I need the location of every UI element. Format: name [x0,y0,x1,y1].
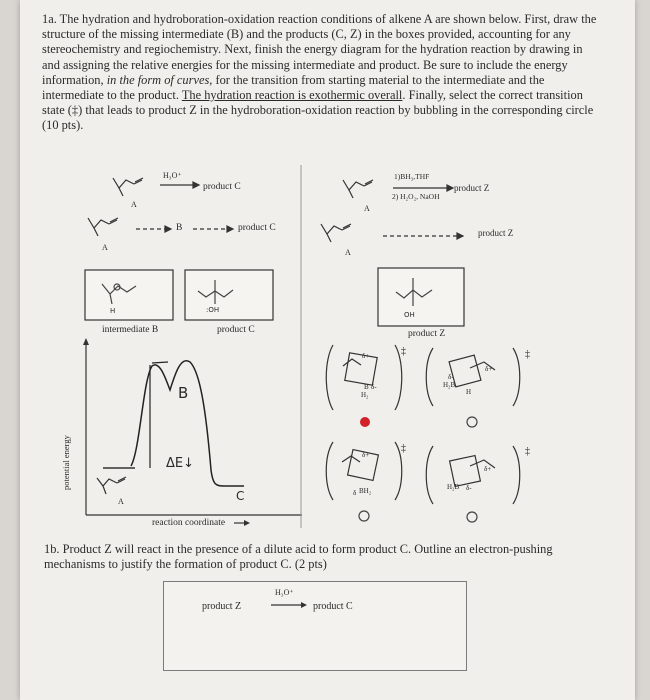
x-axis-label: reaction coordinate [152,518,226,528]
ts1-label-0: δ+ [362,352,370,360]
ts1-label-1: B [364,383,369,391]
ts2-label-2: δ- [448,373,454,381]
q1b-reagent: H₃O⁺ [275,588,294,597]
alkene-A-row-right [321,224,351,242]
ts3-answer-bubble [359,511,369,521]
ts4-double-dagger: ‡ [525,446,530,457]
ts3-label-1: δ [353,489,357,497]
question-1b-text: 1b. Product Z will react in the presence of a dilute acid to form product C. Outline an electron-pushing mechanisms to justify the formation of product C. (2 pts) [44,542,553,572]
hydroboration-reagent-1: 1)BH₃,THF [394,172,430,181]
hydroboration-reagent-2: 2) H₂O₂, NaOH [392,192,440,201]
hydroboration-label-A-top: A [364,204,370,213]
hand-box-left: H [110,307,116,315]
ts3-label-0: δ+ [362,451,370,459]
hydroboration-top-product: product Z [454,183,490,193]
hand-label-C: C [236,489,245,503]
hand-label-B: B [178,384,189,402]
product-C-caption: product C [217,325,255,335]
question-1a-text: 1a. The hydration and hydroboration-oxidation reaction conditions of alkene A are shown below. First, draw the structure of the missing intermediate (B) and the products (C, Z) in the boxes provided, accounting for any stereochemistry and regiochemistry. Next, finish the energy diagram for the hydration reaction by drawing in and assigning the relative energies for the missing intermediate and product. Be sure to include the energy information, in the form of curves, for the transition from starting material to the intermediate and the intermediate to the product. The hydration reaction is exothermic overall. Finally, select the correct transition state (‡) that leads to product Z in the hydroboration-oxidation reaction by bubbling in the corresponding circle (10 pts). [42,12,597,133]
ts1-label-3: H₂ [361,391,369,399]
energy-label-A: A [118,497,124,506]
hydration-product-C: product C [238,223,276,233]
hydration-reagent: H₃O⁺ [163,171,182,180]
ts3-label-2: BH₂ [359,487,372,495]
question-1b-answer-box[interactable] [163,581,467,671]
alkene-A-row [88,218,118,236]
ts1-answer-bubble-filled [360,417,370,427]
hydroboration-product-Z: product Z [478,228,514,238]
ts2-double-dagger: ‡ [525,349,530,360]
hand-box-Z: OH [404,311,415,319]
intermediate-B-caption: intermediate B [102,325,159,335]
ts2-structure [426,348,520,406]
hydration-top-product: product C [203,182,241,192]
intermediate-B-box [85,270,173,320]
q1b-product-C: product C [313,601,353,612]
ts2-answer-bubble [467,417,477,427]
ts4-answer-bubble [467,512,477,522]
ts3-double-dagger: ‡ [401,443,406,454]
hydration-label-A: A [102,243,108,252]
ts4-label-2: δ- [466,484,472,492]
product-Z-box [378,268,464,326]
alkene-A-top-right [343,180,373,198]
ts2-label-3: H [466,388,472,396]
ts4-label-1: H₂B [447,483,460,491]
q1b-reaction-arrow [271,600,307,610]
label-B: B [176,223,183,233]
ts1-double-dagger: ‡ [401,346,406,357]
reactant-product-Z: product Z [202,601,242,612]
hand-label-dE: ΔE↓ [166,456,194,471]
ts4-structure [426,446,520,504]
ts1-label-2: δ- [371,383,377,391]
ts2-label-0: δ+ [485,365,493,373]
hydroboration-label-A: A [345,248,351,257]
hydration-label-A-top: A [131,200,137,209]
product-C-box [185,270,273,320]
product-Z-caption: product Z [408,329,446,339]
ts4-label-0: δ+ [484,465,492,473]
ts2-label-1: H₂B [443,381,456,389]
hand-box-right: :OH [206,306,220,314]
alkene-A-top-left [113,178,143,196]
y-axis-label: potential energy [61,435,71,490]
